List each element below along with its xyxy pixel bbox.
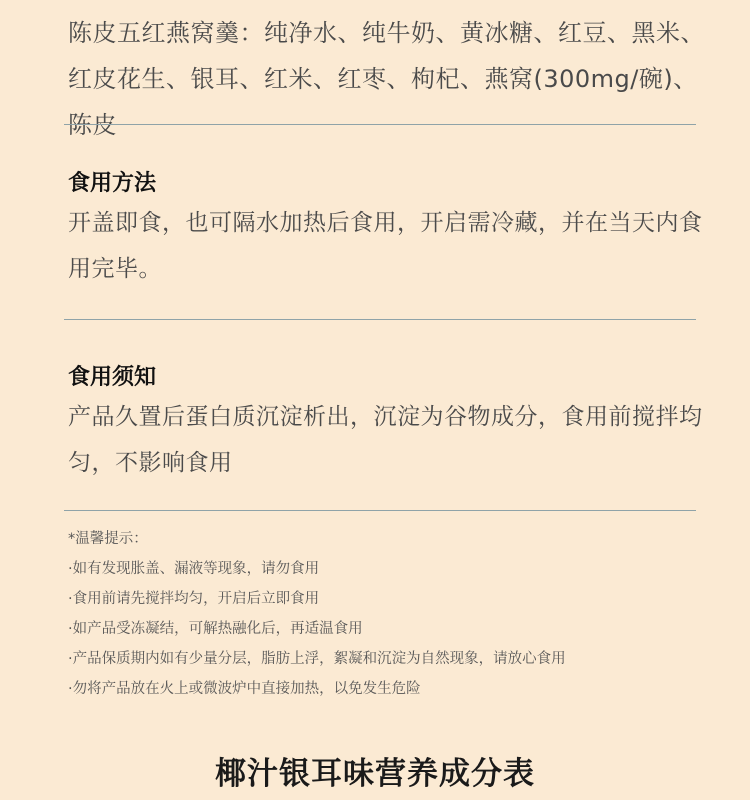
tips-title: *温馨提示： bbox=[68, 531, 148, 547]
ingredients-text: 陈皮五红燕窝羹：纯净水、纯牛奶、黄冰糖、红豆、黑米、红皮花生、银耳、红米、红枣、枸杞、燕窝(300mg/碗)、陈皮 bbox=[68, 19, 705, 139]
tip-item: ·食用前请先搅拌均匀，开启后立即食用 bbox=[68, 591, 320, 607]
notice-text: 产品久置后蛋白质沉淀析出，沉淀为谷物成分，食用前搅拌均匀，不影响食用 bbox=[68, 404, 703, 476]
ingredients-section bbox=[68, 10, 708, 148]
divider bbox=[64, 510, 696, 511]
divider bbox=[64, 319, 696, 320]
notice-section bbox=[68, 362, 708, 486]
tip-item: ·产品保质期内如有少量分层，脂肪上浮，絮凝和沉淀为自然现象，请放心食用 bbox=[68, 651, 566, 667]
tip-item: ·如有发现胀盖、漏液等现象，请勿食用 bbox=[68, 561, 320, 577]
tip-item: ·如产品受冻凝结，可解热融化后，再适温食用 bbox=[68, 621, 363, 637]
tip-item: ·勿将产品放在火上或微波炉中直接加热，以免发生危险 bbox=[68, 681, 421, 697]
nutrition-table-title: 椰汁银耳味营养成分表 bbox=[215, 756, 535, 792]
notice-heading: 食用须知 bbox=[68, 365, 157, 390]
tips-section bbox=[68, 524, 708, 704]
usage-heading: 食用方法 bbox=[68, 171, 157, 196]
usage-section bbox=[68, 168, 708, 292]
usage-text: 开盖即食，也可隔水加热后食用，开启需冷藏，并在当天内食用完毕。 bbox=[68, 210, 703, 282]
divider bbox=[64, 124, 696, 125]
